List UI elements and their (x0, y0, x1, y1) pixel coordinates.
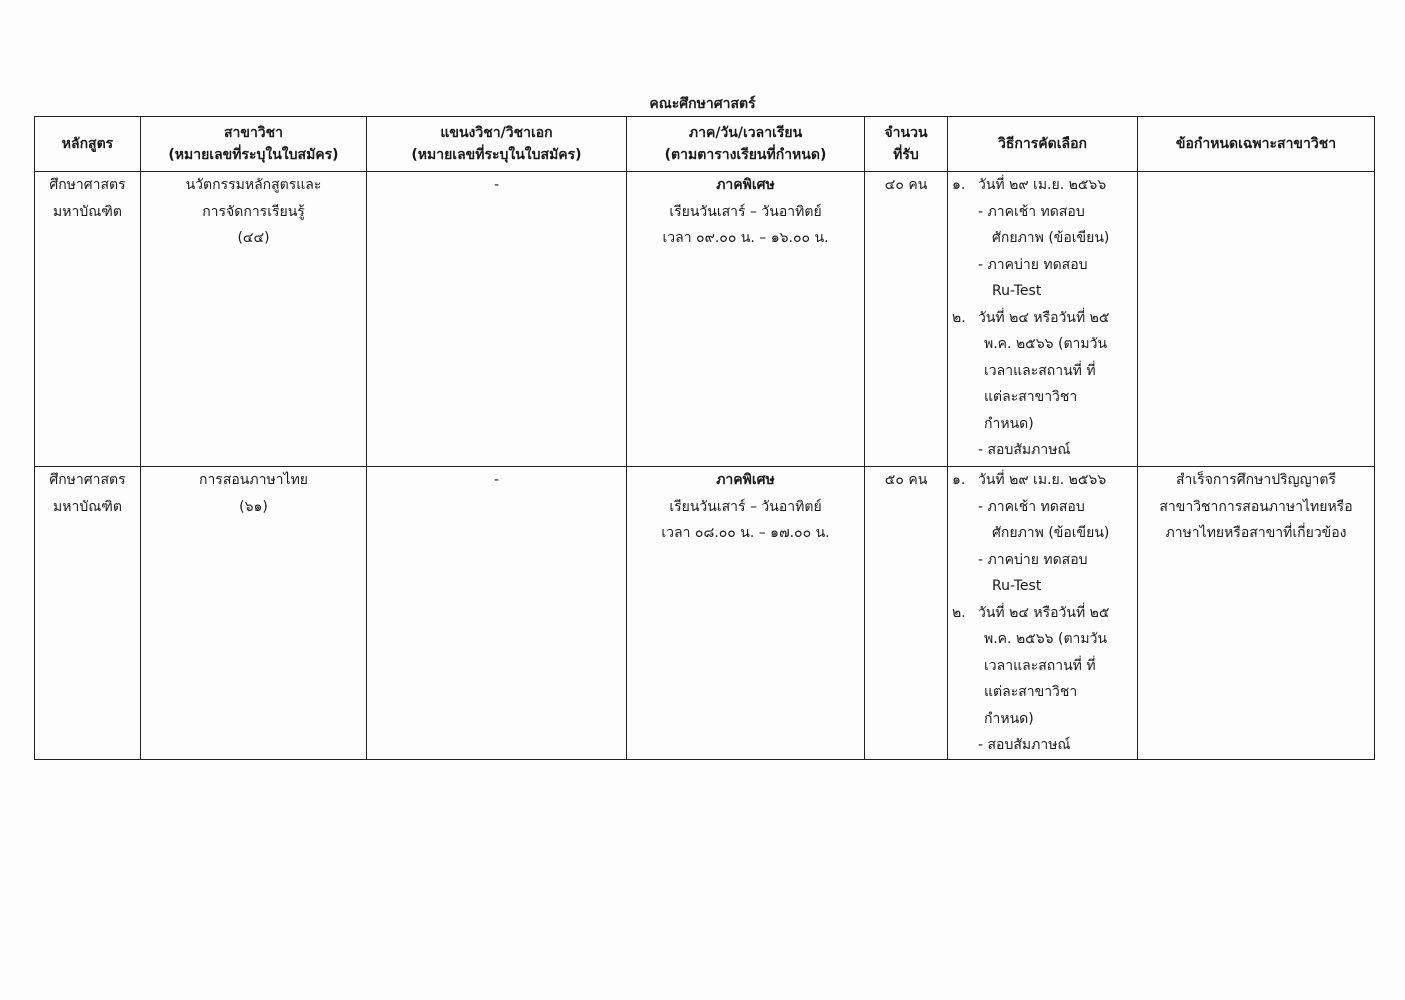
header-selection: วิธีการคัดเลือก (948, 117, 1138, 172)
program-cell: ศึกษาศาสตร มหาบัณฑิต (35, 172, 141, 467)
header-requirements: ข้อกำหนดเฉพาะสาขาวิชา (1138, 117, 1375, 172)
selection-cell: ๑. วันที่ ๒๙ เม.ย. ๒๕๖๖ - ภาคเช้า ทดสอบ ศักยภาพ (ข้อเขียน) - ภาคบ่าย ทดสอบ Ru-Test ๒. วันที่ ๒๔ หรือวันที่ ๒๕ พ.ค. ๒๕๖๖ (ตามวัน เวลาและสถานที่ ที่ แต่ละสาขาวิชา กำหนด) - สอบสัมภาษณ์ (948, 467, 1138, 760)
selection-cell: ๑. วันที่ ๒๙ เม.ย. ๒๕๖๖ - ภาคเช้า ทดสอบ ศักยภาพ (ข้อเขียน) - ภาคบ่าย ทดสอบ Ru-Test ๒. วันที่ ๒๔ หรือวันที่ ๒๕ พ.ค. ๒๕๖๖ (ตามวัน เวลาและสถานที่ ที่ แต่ละสาขาวิชา กำหนด) - สอบสัมภาษณ์ (948, 172, 1138, 467)
schedule-cell: ภาคพิเศษ เรียนวันเสาร์ – วันอาทิตย์ เวลา ๐๘.๐๐ น. – ๑๗.๐๐ น. (627, 467, 865, 760)
header-program: หลักสูตร (35, 117, 141, 172)
header-concentration: แขนงวิชา/วิชาเอก (หมายเลขที่ระบุในใบสมัคร) (367, 117, 627, 172)
table-row (35, 172, 1375, 467)
quota-cell: ๕๐ คน (865, 467, 948, 760)
concentration-cell: - (367, 467, 627, 760)
major-cell: การสอนภาษาไทย (๖๑) (141, 467, 367, 760)
schedule-cell: ภาคพิเศษ เรียนวันเสาร์ – วันอาทิตย์ เวลา ๐๙.๐๐ น. – ๑๖.๐๐ น. (627, 172, 865, 467)
header-quota: จำนวน ที่รับ (865, 117, 948, 172)
program-cell: ศึกษาศาสตร มหาบัณฑิต (35, 467, 141, 760)
admission-table (34, 116, 1375, 760)
major-cell: นวัตกรรมหลักสูตรและ การจัดการเรียนรู้ (๔๔) (141, 172, 367, 467)
header-major: สาขาวิชา (หมายเลขที่ระบุในใบสมัคร) (141, 117, 367, 172)
requirements-cell (1138, 172, 1375, 467)
header-row (35, 117, 1375, 172)
faculty-title: คณะศึกษาศาสตร์ (649, 96, 756, 112)
header-schedule: ภาค/วัน/เวลาเรียน (ตามตารางเรียนที่กำหนด) (627, 117, 865, 172)
requirements-cell: สำเร็จการศึกษาปริญญาตรี สาขาวิชาการสอนภาษาไทยหรือ ภาษาไทยหรือสาขาที่เกี่ยวข้อง (1138, 467, 1375, 760)
concentration-cell: - (367, 172, 627, 467)
quota-cell: ๔๐ คน (865, 172, 948, 467)
table-row (35, 467, 1375, 760)
